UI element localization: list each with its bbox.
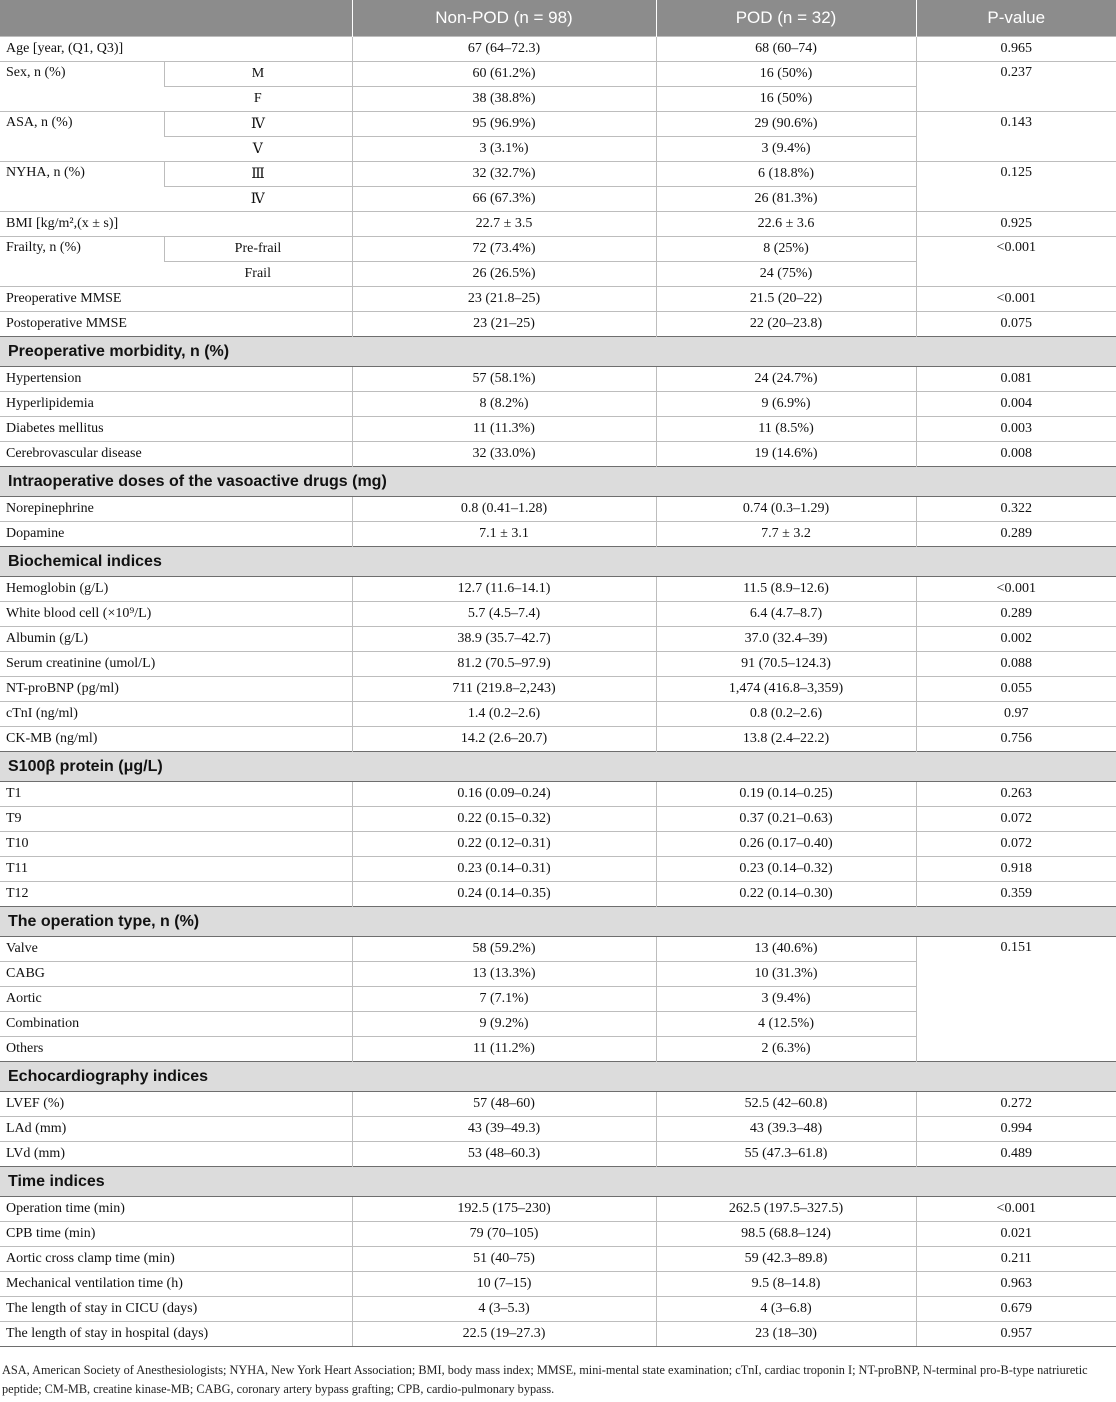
p-value: 0.004: [916, 392, 1116, 417]
p-value: 0.003: [916, 417, 1116, 442]
nonpod-value: 1.4 (0.2–2.6): [352, 702, 656, 727]
row-sublabel: M: [164, 62, 352, 87]
pod-value: 2 (6.3%): [656, 1037, 916, 1062]
p-value: 0.489: [916, 1142, 1116, 1167]
pod-value: 24 (24.7%): [656, 367, 916, 392]
nonpod-value: 32 (32.7%): [352, 162, 656, 187]
header-blank: [0, 0, 352, 37]
row-label: T1: [6, 786, 22, 801]
table-row: [0, 1272, 1116, 1297]
nonpod-value: 10 (7–15): [352, 1272, 656, 1297]
p-value: 0.994: [916, 1117, 1116, 1142]
pod-value: 11.5 (8.9–12.6): [656, 577, 916, 602]
row-label: Others: [0, 1037, 352, 1062]
table-row: [0, 312, 1116, 337]
p-value: <0.001: [916, 1197, 1116, 1222]
section-header-row: [0, 1167, 1116, 1197]
p-value: 0.211: [916, 1247, 1116, 1272]
pod-value: 22.6 ± 3.6: [656, 212, 916, 237]
pod-value: 262.5 (197.5–327.5): [656, 1197, 916, 1222]
p-value: 0.289: [916, 522, 1116, 547]
p-value: 0.002: [916, 627, 1116, 652]
table-row: [0, 782, 1116, 807]
nonpod-value: 60 (61.2%): [352, 62, 656, 87]
row-label: CK-MB (ng/ml): [0, 727, 352, 752]
section-header-row: [0, 1062, 1116, 1092]
row-label: T11: [0, 857, 352, 882]
table-row: [0, 212, 1116, 237]
p-value: 0.081: [916, 367, 1116, 392]
p-value: 0.925: [916, 212, 1116, 237]
nonpod-value: 51 (40–75): [352, 1247, 656, 1272]
section-header-row: [0, 547, 1116, 577]
pod-value: 29 (90.6%): [656, 112, 916, 137]
table-row: [0, 62, 1116, 87]
nonpod-value: 11 (11.2%): [352, 1037, 656, 1062]
section-title: Echocardiography indices: [0, 1062, 1116, 1092]
nonpod-value: 57 (58.1%): [352, 367, 656, 392]
table-row: [0, 1247, 1116, 1272]
pod-value: 37.0 (32.4–39): [656, 627, 916, 652]
table-footnote: ASA, American Society of Anesthesiologists; NYHA, New York Heart Association; BMI, body mass index; MMSE, mini-mental state examination; cTnI, cardiac troponin I; NT-proBNP, N-terminal pro-B-type natriuretic peptide; CM-MB, creatine kinase-MB; CABG, coronary artery bypass grafting; CPB, cardio-pulmonary bypass.: [2, 1363, 1088, 1396]
nonpod-value: 0.22 (0.12–0.31): [352, 832, 656, 857]
pod-value: 98.5 (68.8–124): [656, 1222, 916, 1247]
p-value: 0.263: [916, 782, 1116, 807]
nonpod-value: 22.5 (19–27.3): [352, 1322, 656, 1347]
p-value: 0.918: [916, 857, 1116, 882]
row-label: LAd (mm): [0, 1117, 352, 1142]
pod-value: 91 (70.5–124.3): [656, 652, 916, 677]
pod-value: 22 (20–23.8): [656, 312, 916, 337]
pod-value: 0.23 (0.14–0.32): [656, 857, 916, 882]
row-label: T10: [0, 832, 352, 857]
p-value: 0.072: [916, 832, 1116, 857]
section-header-row: [0, 467, 1116, 497]
section-title: Time indices: [0, 1167, 1116, 1197]
row-label: BMI [kg/m²,(x ± s)]: [0, 212, 352, 237]
nonpod-value: 32 (33.0%): [352, 442, 656, 467]
table-row: [0, 677, 1116, 702]
p-value: 0.963: [916, 1272, 1116, 1297]
header-pvalue: P-value: [916, 0, 1116, 37]
table-row: [0, 1117, 1116, 1142]
row-label: Serum creatinine (umol/L): [0, 652, 352, 677]
table-row: [0, 37, 1116, 62]
p-value: 0.237: [916, 62, 1116, 112]
section-header-row: [0, 907, 1116, 937]
row-label: Diabetes mellitus: [0, 417, 352, 442]
table-row: [0, 577, 1116, 602]
pod-value: 24 (75%): [656, 262, 916, 287]
pod-value: 43 (39.3–48): [656, 1117, 916, 1142]
pod-value: 3 (9.4%): [656, 137, 916, 162]
table-row: [0, 497, 1116, 522]
nonpod-value: 13 (13.3%): [352, 962, 656, 987]
row-label: Albumin (g/L): [0, 627, 352, 652]
nonpod-value: 0.16 (0.09–0.24): [352, 782, 656, 807]
table-row: [0, 702, 1116, 727]
nonpod-value: 5.7 (4.5–7.4): [352, 602, 656, 627]
pod-value: 0.74 (0.3–1.29): [656, 497, 916, 522]
row-label: CABG: [0, 962, 352, 987]
pod-value: 26 (81.3%): [656, 187, 916, 212]
nonpod-value: 22.7 ± 3.5: [352, 212, 656, 237]
p-value: 0.143: [916, 112, 1116, 162]
table-row: [0, 1142, 1116, 1167]
nonpod-value: 11 (11.3%): [352, 417, 656, 442]
nonpod-value: 72 (73.4%): [352, 237, 656, 262]
row-label: Norepinephrine: [6, 501, 94, 516]
pod-value: 6.4 (4.7–8.7): [656, 602, 916, 627]
p-value: 0.088: [916, 652, 1116, 677]
row-label: Combination: [0, 1012, 352, 1037]
nonpod-value: 57 (48–60): [352, 1092, 656, 1117]
row-label: Hemoglobin (g/L): [6, 581, 109, 596]
nonpod-value: 4 (3–5.3): [352, 1297, 656, 1322]
nonpod-value: 3 (3.1%): [352, 137, 656, 162]
p-value: <0.001: [916, 237, 1116, 287]
row-label: Hyperlipidemia: [0, 392, 352, 417]
nonpod-value: 67 (64–72.3): [352, 37, 656, 62]
nonpod-value: 26 (26.5%): [352, 262, 656, 287]
pod-value: 4 (3–6.8): [656, 1297, 916, 1322]
table-row: [0, 857, 1116, 882]
pod-value: 0.37 (0.21–0.63): [656, 807, 916, 832]
pod-value: 68 (60–74): [656, 37, 916, 62]
p-value: 0.679: [916, 1297, 1116, 1322]
header-pod: POD (n = 32): [656, 0, 916, 37]
pod-value: 52.5 (42–60.8): [656, 1092, 916, 1117]
p-value: 0.957: [916, 1322, 1116, 1347]
p-value: <0.001: [916, 287, 1116, 312]
pod-value: 0.8 (0.2–2.6): [656, 702, 916, 727]
nonpod-value: 14.2 (2.6–20.7): [352, 727, 656, 752]
row-label: Sex, n (%): [0, 62, 164, 112]
p-value: 0.072: [916, 807, 1116, 832]
table-row: [0, 367, 1116, 392]
p-value: 0.322: [916, 497, 1116, 522]
table-row: [0, 627, 1116, 652]
pod-value: 13.8 (2.4–22.2): [656, 727, 916, 752]
pod-value: 16 (50%): [656, 87, 916, 112]
table-row: [0, 602, 1116, 627]
section-title: The operation type, n (%): [0, 907, 1116, 937]
pod-value: 0.19 (0.14–0.25): [656, 782, 916, 807]
p-value: 0.055: [916, 677, 1116, 702]
row-label: Aortic: [0, 987, 352, 1012]
nonpod-value: 12.7 (11.6–14.1): [352, 577, 656, 602]
nonpod-value: 0.23 (0.14–0.31): [352, 857, 656, 882]
row-label: The length of stay in CICU (days): [0, 1297, 352, 1322]
nonpod-value: 7 (7.1%): [352, 987, 656, 1012]
row-label: LVEF (%): [6, 1096, 65, 1111]
table-row: [0, 1197, 1116, 1222]
nonpod-value: 23 (21–25): [352, 312, 656, 337]
section-title: Biochemical indices: [0, 547, 1116, 577]
row-label: T12: [0, 882, 352, 907]
pod-value: 9 (6.9%): [656, 392, 916, 417]
nonpod-value: 43 (39–49.3): [352, 1117, 656, 1142]
row-label: Valve: [6, 941, 38, 956]
row-label: Cerebrovascular disease: [0, 442, 352, 467]
table-row: [0, 522, 1116, 547]
row-label: The length of stay in hospital (days): [0, 1322, 352, 1347]
table-row: [0, 112, 1116, 137]
table-row: [0, 417, 1116, 442]
table-row: [0, 162, 1116, 187]
row-label: Hypertension: [6, 371, 82, 386]
table-row: [0, 1092, 1116, 1117]
row-sublabel: Ⅳ: [164, 187, 352, 212]
row-sublabel: Ⅲ: [164, 162, 352, 187]
row-label: CPB time (min): [0, 1222, 352, 1247]
row-label: Frailty, n (%): [0, 237, 164, 287]
pod-value: 0.26 (0.17–0.40): [656, 832, 916, 857]
pod-value: 7.7 ± 3.2: [656, 522, 916, 547]
table-row: [0, 832, 1116, 857]
nonpod-value: 23 (21.8–25): [352, 287, 656, 312]
row-label: Aortic cross clamp time (min): [0, 1247, 352, 1272]
nonpod-value: 38.9 (35.7–42.7): [352, 627, 656, 652]
section-title: S100β protein (μg/L): [0, 752, 1116, 782]
pod-value: 10 (31.3%): [656, 962, 916, 987]
row-sublabel: Pre-frail: [164, 237, 352, 262]
pod-value: 8 (25%): [656, 237, 916, 262]
p-value: 0.272: [916, 1092, 1116, 1117]
table-row: [0, 287, 1116, 312]
nonpod-value: 81.2 (70.5–97.9): [352, 652, 656, 677]
p-value: 0.359: [916, 882, 1116, 907]
table-row: [0, 442, 1116, 467]
p-value: 0.965: [916, 37, 1116, 62]
nonpod-value: 58 (59.2%): [352, 937, 656, 962]
row-label: Dopamine: [0, 522, 352, 547]
pod-value: 13 (40.6%): [656, 937, 916, 962]
nonpod-value: 7.1 ± 3.1: [352, 522, 656, 547]
pod-value: 9.5 (8–14.8): [656, 1272, 916, 1297]
section-title: Intraoperative doses of the vasoactive drugs (mg): [0, 467, 1116, 497]
row-label: cTnI (ng/ml): [0, 702, 352, 727]
table-row: [0, 237, 1116, 262]
table-row: [0, 807, 1116, 832]
table-row: [0, 392, 1116, 417]
pod-value: 16 (50%): [656, 62, 916, 87]
pod-value: 19 (14.6%): [656, 442, 916, 467]
row-label: NT-proBNP (pg/ml): [0, 677, 352, 702]
pod-value: 55 (47.3–61.8): [656, 1142, 916, 1167]
pod-value: 4 (12.5%): [656, 1012, 916, 1037]
p-value: 0.008: [916, 442, 1116, 467]
row-label: ASA, n (%): [0, 112, 164, 162]
pod-value: 21.5 (20–22): [656, 287, 916, 312]
section-title: Preoperative morbidity, n (%): [0, 337, 1116, 367]
section-header-row: [0, 752, 1116, 782]
nonpod-value: 66 (67.3%): [352, 187, 656, 212]
table-row: [0, 652, 1116, 677]
row-sublabel: Ⅳ: [164, 112, 352, 137]
pod-value: 6 (18.8%): [656, 162, 916, 187]
nonpod-value: 95 (96.9%): [352, 112, 656, 137]
pod-value: 23 (18–30): [656, 1322, 916, 1347]
nonpod-value: 53 (48–60.3): [352, 1142, 656, 1167]
nonpod-value: 0.22 (0.15–0.32): [352, 807, 656, 832]
row-sublabel: Frail: [164, 262, 352, 287]
nonpod-value: 8 (8.2%): [352, 392, 656, 417]
nonpod-value: 711 (219.8–2,243): [352, 677, 656, 702]
row-label: Preoperative MMSE: [0, 287, 352, 312]
row-label: Operation time (min): [6, 1201, 125, 1216]
nonpod-value: 79 (70–105): [352, 1222, 656, 1247]
table-row: [0, 727, 1116, 752]
table-row: [0, 1322, 1116, 1347]
row-label: Postoperative MMSE: [0, 312, 352, 337]
row-sublabel: F: [164, 87, 352, 112]
row-label: White blood cell (×10⁹/L): [0, 602, 352, 627]
table-row: [0, 1297, 1116, 1322]
p-value: 0.756: [916, 727, 1116, 752]
pod-value: 59 (42.3–89.8): [656, 1247, 916, 1272]
nonpod-value: 9 (9.2%): [352, 1012, 656, 1037]
p-value: 0.289: [916, 602, 1116, 627]
p-value: 0.97: [916, 702, 1116, 727]
pod-value: 0.22 (0.14–0.30): [656, 882, 916, 907]
section-header-row: [0, 337, 1116, 367]
row-sublabel: Ⅴ: [164, 137, 352, 162]
row-label: NYHA, n (%): [0, 162, 164, 212]
row-label: T9: [0, 807, 352, 832]
p-value: 0.151: [916, 937, 1116, 1062]
row-label: Age [year, (Q1, Q3)]: [0, 37, 352, 62]
header-nonpod: Non-POD (n = 98): [352, 0, 656, 37]
nonpod-value: 38 (38.8%): [352, 87, 656, 112]
header-row: [0, 0, 1116, 37]
nonpod-value: 0.8 (0.41–1.28): [352, 497, 656, 522]
table-row: [0, 882, 1116, 907]
p-value: 0.075: [916, 312, 1116, 337]
p-value: 0.021: [916, 1222, 1116, 1247]
p-value: <0.001: [916, 577, 1116, 602]
pod-value: 11 (8.5%): [656, 417, 916, 442]
table-row: [0, 1222, 1116, 1247]
row-label: LVd (mm): [0, 1142, 352, 1167]
pod-value: 1,474 (416.8–3,359): [656, 677, 916, 702]
row-label: Mechanical ventilation time (h): [0, 1272, 352, 1297]
p-value: 0.125: [916, 162, 1116, 212]
nonpod-value: 0.24 (0.14–0.35): [352, 882, 656, 907]
table-row: [0, 937, 1116, 962]
nonpod-value: 192.5 (175–230): [352, 1197, 656, 1222]
pod-value: 3 (9.4%): [656, 987, 916, 1012]
